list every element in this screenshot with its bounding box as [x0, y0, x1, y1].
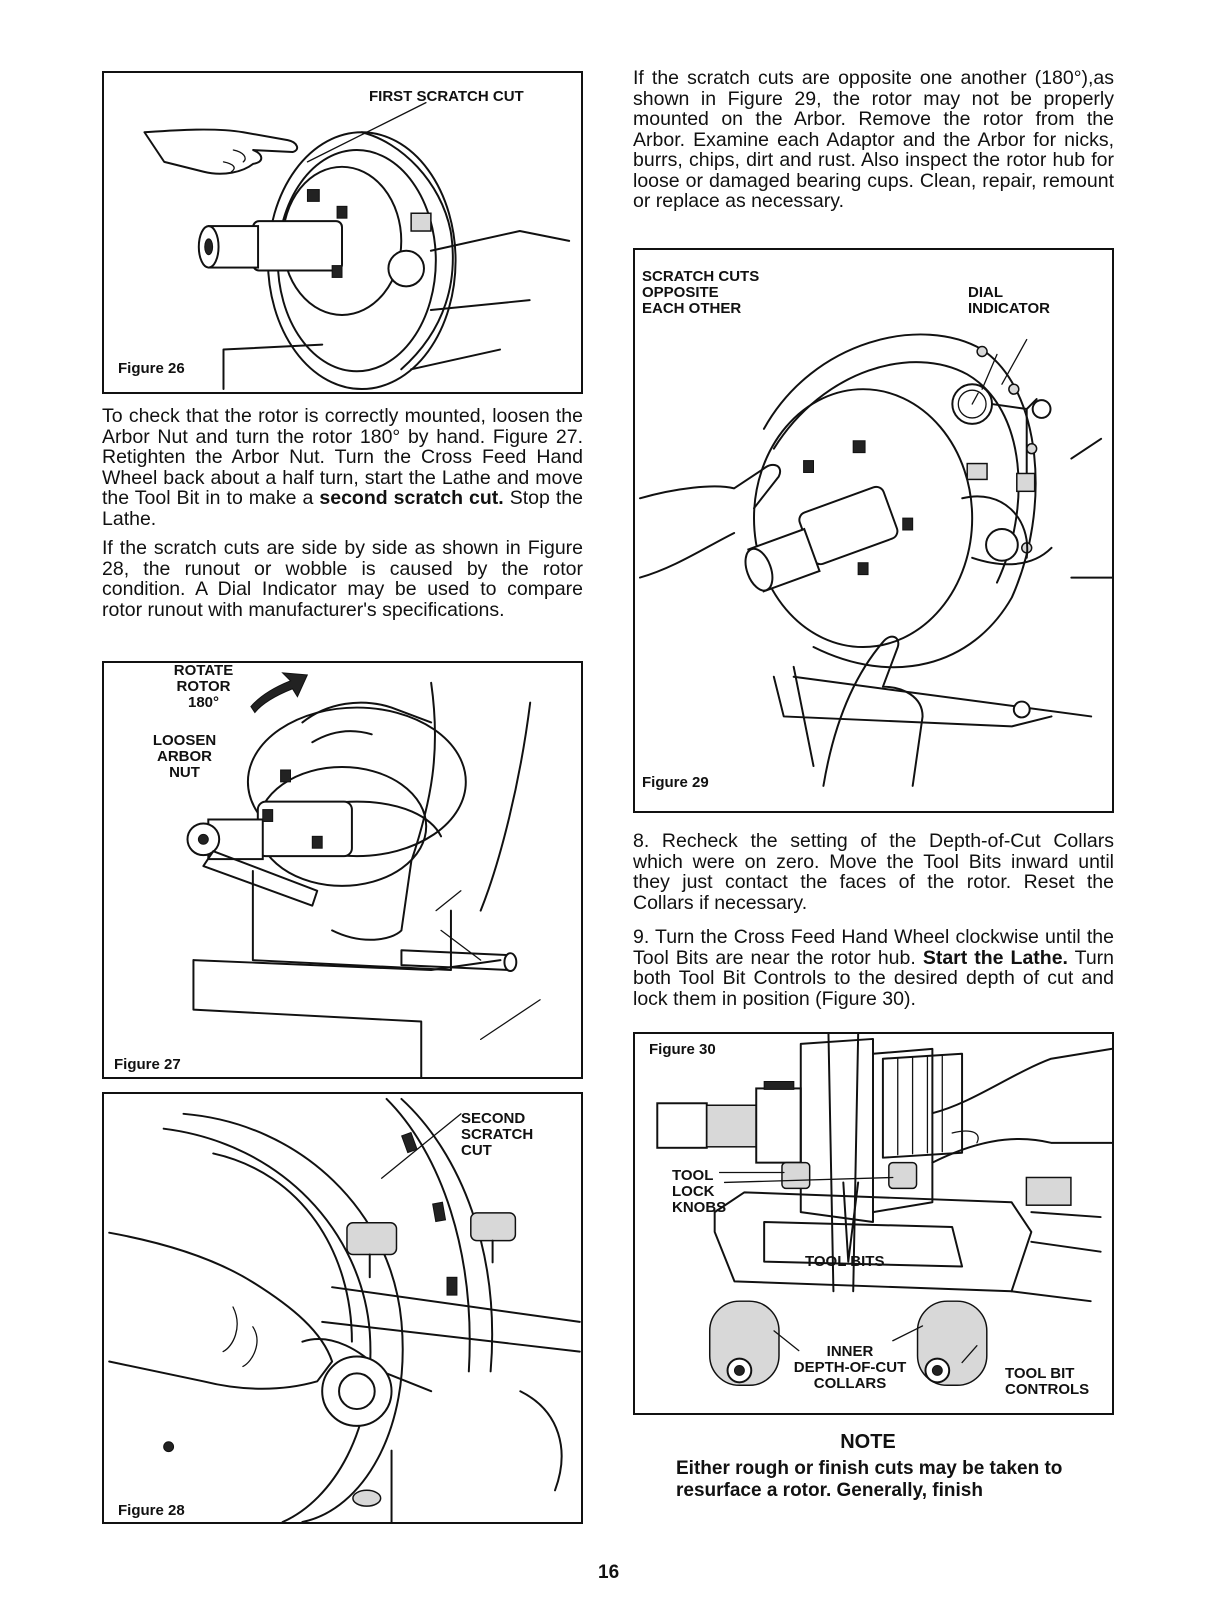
figure-27-loosen-line-2: ARBOR [157, 748, 212, 765]
figure-27-rotate-line-2: ROTOR [176, 678, 231, 695]
figure-27-loosen-line-1: LOOSEN [152, 732, 217, 749]
figure-27-rotate-line-3: 180° [187, 694, 220, 711]
figure-28-second-line-3: CUT [461, 1142, 492, 1159]
figure-30-tool-bits-label: TOOL BITS [805, 1253, 885, 1270]
figure-28-second-scratch-label [461, 1111, 533, 1159]
right-paragraph-1: If the scratch cuts are opposite one another (180°),as shown in Figure 29, the rotor may not be properly mounted on the Arbor. Remove the rotor from the Arbor. Examine each Adaptor and the Arbor for nicks, burrs, chips, dirt and rust. Also inspect the rotor hub for loose or damaged bearing cups. Clean, repair, remount or replace as necessary. [633, 67, 1114, 212]
figure-29-caption: Figure 29 [642, 774, 709, 791]
figure-27-rotate-line-1: ROTATE [173, 662, 234, 679]
left-text-block [102, 406, 583, 620]
figure-26-first-scratch-label: FIRST SCRATCH CUT [369, 88, 524, 105]
figure-27-loosen-line-3: NUT [169, 764, 200, 781]
figure-28-second-line-2: SCRATCH [461, 1126, 534, 1143]
figure-26 [102, 71, 583, 394]
figure-29-dial-line-2: INDICATOR [968, 300, 1050, 317]
note-body: Either rough or finish cuts may be taken to resurface a rotor. Generally, finish [676, 1458, 1063, 1501]
figure-27-illustration [104, 663, 581, 1077]
figure-26-caption: Figure 26 [118, 360, 185, 377]
figure-30 [633, 1032, 1114, 1415]
right-text-top [633, 68, 1114, 212]
figure-27-caption: Figure 27 [114, 1056, 181, 1073]
right-paragraph-8: 8. Recheck the setting of the Depth-of-Cut Collars which were on zero. Move the Tool Bits inward until they just contact the faces of the rotor. Reset the Collars if necessary. [633, 830, 1114, 914]
right-paragraph-9-bold: Start the Lathe. [922, 946, 1068, 969]
figure-30-tool-lock-line-1: TOOL [672, 1167, 714, 1184]
figure-29-dial-label [968, 285, 1050, 317]
left-paragraph-1 [102, 406, 583, 529]
right-paragraph-9 [633, 927, 1114, 1009]
figure-30-inner-line-1: INNER [826, 1343, 874, 1360]
figure-29 [633, 248, 1114, 813]
figure-29-scratch-line-2: OPPOSITE [642, 284, 719, 301]
left-paragraph-2: If the scratch cuts are side by side as shown in Figure 28, the runout or wobble is caused by the rotor condition. A Dial Indicator may be used to compare rotor runout with manufacturer's specifications. [102, 537, 583, 621]
figure-30-controls-label [1005, 1366, 1089, 1398]
figure-27 [102, 661, 583, 1079]
figure-28 [102, 1092, 583, 1524]
figure-26-illustration [104, 73, 581, 392]
figure-28-caption: Figure 28 [118, 1502, 185, 1519]
figure-30-inner-line-2: DEPTH-OF-CUT [793, 1359, 907, 1376]
right-text-middle [633, 831, 1114, 1009]
figure-27-rotate-label [166, 663, 241, 711]
figure-30-tool-lock-label [672, 1168, 726, 1216]
figure-30-controls-line-1: TOOL BIT [1005, 1365, 1075, 1382]
note-title: NOTE [840, 1431, 896, 1453]
page-number: 16 [598, 1562, 620, 1583]
left-paragraph-1-end: Stop the Lathe. [102, 487, 583, 530]
figure-29-scratch-line-1: SCRATCH CUTS [642, 268, 760, 285]
figure-30-tool-lock-line-3: KNOBS [672, 1199, 727, 1216]
left-paragraph-1-text: To check that the rotor is correctly mounted, loosen the Arbor Nut and turn the rotor 180° by hand. Figure 27. Retighten the Arbor Nut. Turn the Cross Feed Hand Wheel back about a half turn, start the Lathe and move the Tool Bit in to make a [102, 405, 583, 509]
right-paragraph-9-end: Turn both Tool Bit Controls to the desired depth of cut and lock them in position (Figure 30). [633, 946, 1115, 1010]
figure-29-illustration [635, 250, 1112, 811]
figure-29-scratch-label [642, 269, 759, 317]
figure-30-controls-line-2: CONTROLS [1005, 1381, 1090, 1398]
figure-27-loosen-label [147, 733, 222, 781]
left-paragraph-1-bold: second scratch cut. [319, 487, 504, 509]
figure-30-caption: Figure 30 [649, 1041, 716, 1058]
figure-30-inner-line-3: COLLARS [813, 1375, 887, 1392]
figure-29-dial-line-1: DIAL [968, 284, 1003, 301]
figure-30-tool-lock-line-2: LOCK [672, 1183, 715, 1200]
right-paragraph-9-text: 9. Turn the Cross Feed Hand Wheel clockwise until the Tool Bits are near the rotor hub. [633, 926, 1114, 969]
figure-28-second-line-1: SECOND [461, 1110, 526, 1127]
figure-29-scratch-line-3: EACH OTHER [642, 300, 742, 317]
figure-30-inner-collars-label [785, 1344, 915, 1392]
